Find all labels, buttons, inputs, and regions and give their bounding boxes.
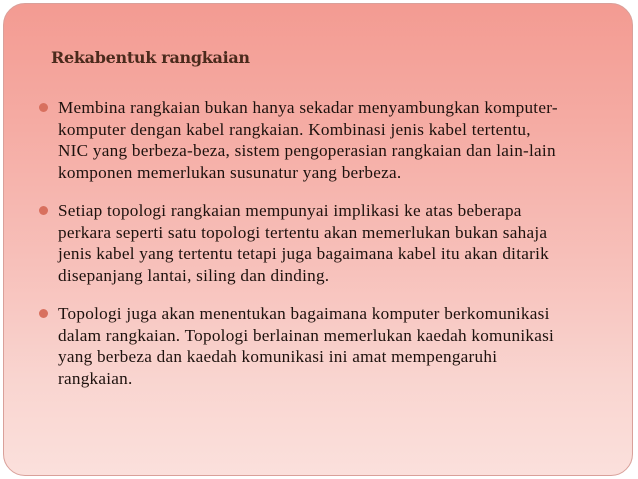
slide	[3, 3, 633, 476]
bullet-line: NIC yang berbeza-beza, sistem pengoperasian rangkaian dan lain-lain	[58, 141, 556, 160]
bullet-line: disepanjang lantai, siling dan dinding.	[58, 265, 330, 285]
bullet-line: rangkaian.	[58, 368, 133, 388]
bullet-icon	[39, 309, 48, 318]
bullet-item	[34, 303, 614, 389]
bullet-icon	[39, 103, 48, 112]
bullet-line: komputer dengan kabel rangkaian. Kombinasi jenis kabel tertentu,	[58, 119, 531, 139]
bullet-line: perkara seperti satu topologi tertentu akan memerlukan bukan sahaja	[58, 222, 548, 242]
bullet-line: yang berbeza dan kaedah komunikasi ini amat mempengaruhi	[58, 347, 498, 366]
bullet-line: dalam rangkaian. Topologi berlainan memerlukan kaedah komunikasi	[58, 325, 555, 345]
bullet-line: komponen memerlukan susunatur yang berbeza.	[58, 162, 402, 182]
bullet-item	[34, 200, 614, 286]
bullet-icon	[39, 206, 48, 215]
bullet-line: Setiap topologi rangkaian mempunyai implikasi ke atas beberapa	[58, 201, 522, 220]
bullet-line: jenis kabel yang tertentu tetapi juga bagaimana kabel itu akan ditarik	[58, 244, 549, 263]
bullet-line: Membina rangkaian bukan hanya sekadar menyambungkan komputer-	[58, 98, 558, 117]
bullet-list	[34, 97, 614, 406]
slide-title: Rekabentuk rangkaian	[51, 48, 250, 67]
bullet-item	[34, 97, 614, 183]
bullet-line: Topologi juga akan menentukan bagaimana komputer berkomunikasi	[58, 304, 550, 323]
